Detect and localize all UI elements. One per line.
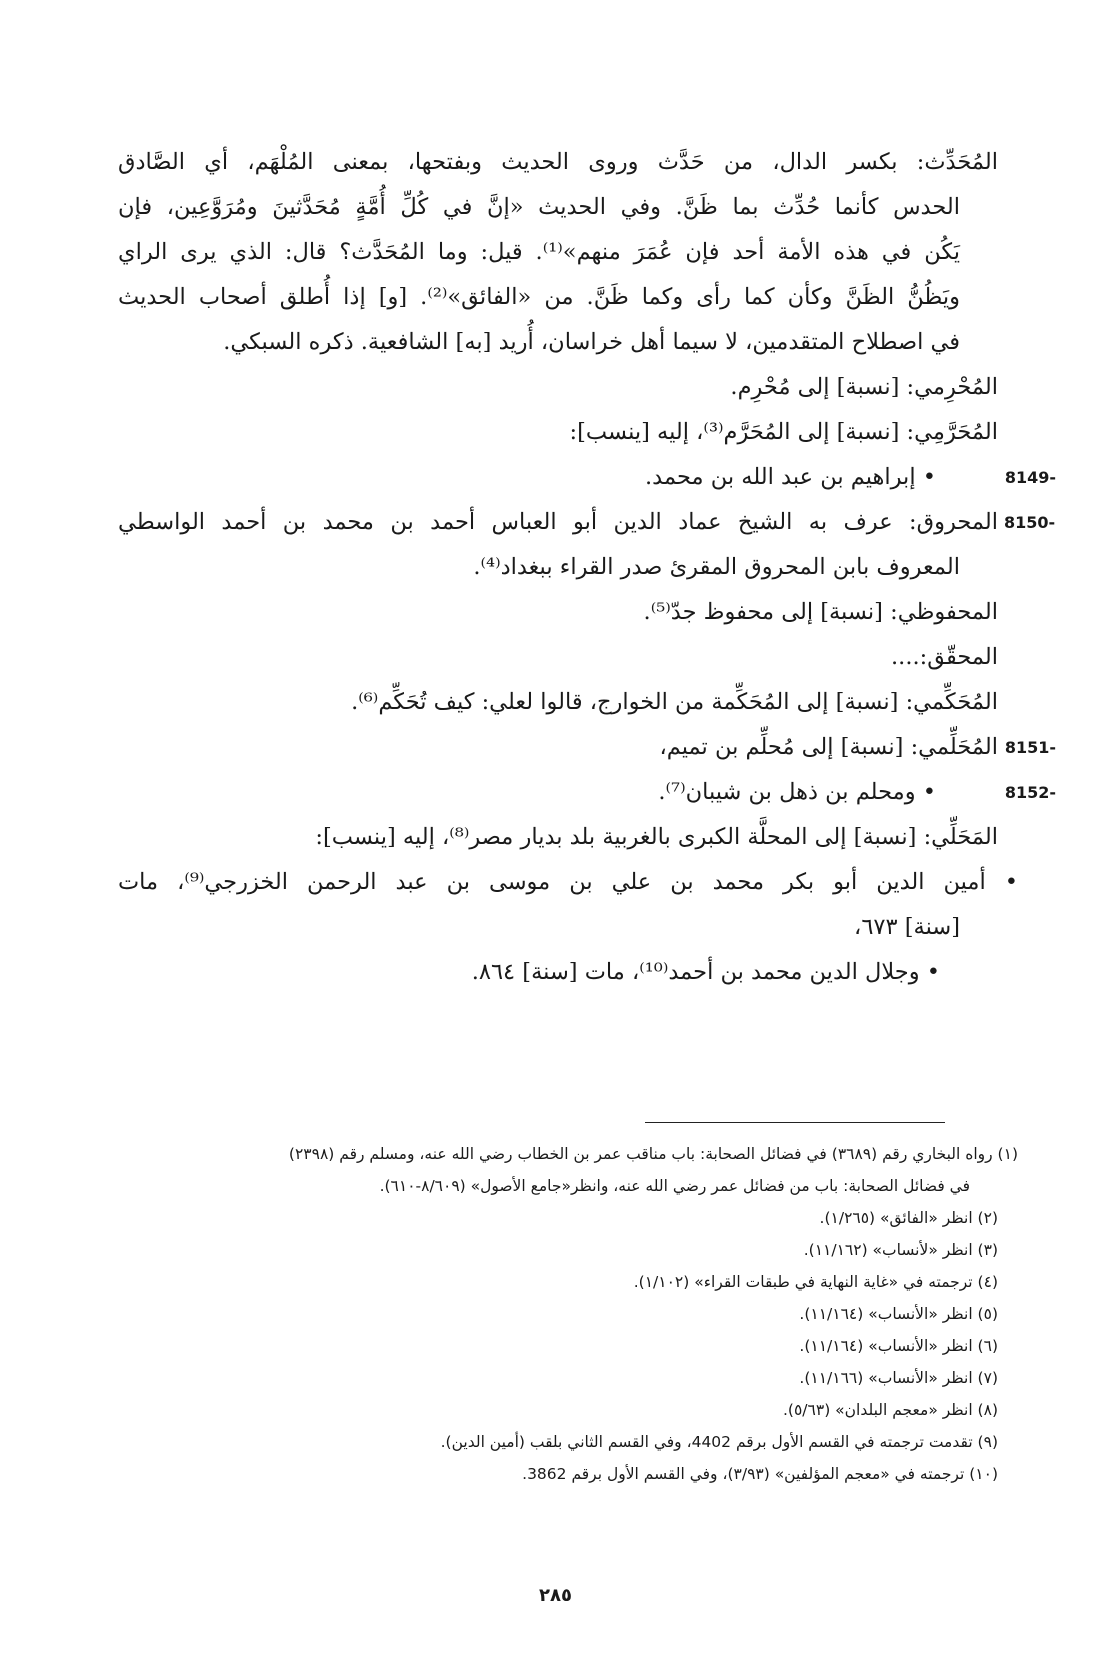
entry-heading: المحقّق:....	[891, 644, 998, 670]
entry-number: 8152-	[1004, 783, 1056, 802]
bullet-entry	[118, 770, 1056, 815]
bullet-entry: • وجلال الدين محمد بن أحمد⁽¹⁰⁾، مات [سنة] ٨٦٤.	[471, 959, 940, 985]
footnote: (١٠) ترجمته في «معجم المؤلفين» (٣/٩٣)، وفي القسم الأول برقم 3862.	[522, 1465, 998, 1483]
footnote: (٩) تقدمت ترجمته في القسم الأول برقم 4402، وفي القسم الثاني بلقب (أمين الدين).	[440, 1433, 998, 1451]
footnote: (٦) انظر «الأنساب» (١١/١٦٤).	[799, 1337, 998, 1355]
entry-text: المحروق: عرف به الشيخ عماد الدين أبو العباس أحمد بن محمد بن أحمد الواسطي	[118, 509, 998, 535]
footnote: (١) رواه البخاري رقم (٣٦٨٩) في فضائل الصحابة: باب مناقب عمر بن الخطاب رضي الله عنه، ومسلم رقم (٢٣٩٨)	[288, 1145, 1018, 1163]
bullet-text: • ومحلم بن ذهل بن شيبان⁽⁷⁾.	[658, 779, 936, 805]
entry-heading: المَحَلِّي: [نسبة] إلى المحلَّة الكبرى بالغربية بلد بديار مصر⁽⁸⁾، إليه [ينسب]:	[315, 824, 998, 850]
entry-heading	[118, 500, 1056, 545]
text-line: في اصطلاح المتقدمين، لا سيما أهل خراسان، أُريد [به] الشافعية. ذكره السبكي.	[223, 329, 960, 355]
page-number: ٢٨٥	[539, 1585, 572, 1606]
text-line: يَكُن في هذه الأمة أحد فإن عُمَرَ منهم»⁽¹⁾. قيل: وما المُحَدَّث؟ قال: الذي يرى الراي	[118, 239, 961, 265]
entry-number: 8149-	[1004, 468, 1056, 487]
entry-heading: المُحْرِمي: [نسبة] إلى مُحْرِم.	[730, 374, 998, 400]
footnote-divider	[645, 1122, 945, 1123]
bullet-entry	[118, 455, 1056, 500]
main-text	[118, 140, 1056, 995]
entry-number: 8150-	[1004, 513, 1056, 532]
footnotes	[118, 1138, 1018, 1490]
footnote: (٥) انظر «الأنساب» (١١/١٦٤).	[799, 1305, 998, 1323]
text-line: المعروف بابن المحروق المقرئ صدر القراء ببغداد⁽⁴⁾.	[473, 554, 960, 580]
bullet-text: • إبراهيم بن عبد الله بن محمد.	[645, 464, 936, 490]
bullet-entry: • أمين الدين أبو بكر محمد بن علي بن موسى بن عبد الرحمن الخزرجي⁽⁹⁾، مات	[118, 869, 1018, 895]
entry-heading	[118, 725, 1056, 770]
entry-heading: المُحَرَّمِي: [نسبة] إلى المُحَرَّم⁽³⁾، إليه [ينسب]:	[569, 419, 998, 445]
footnote: (٧) انظر «الأنساب» (١١/١٦٦).	[799, 1369, 998, 1387]
entry-heading: المُحَكِّمي: [نسبة] إلى المُحَكِّمة من الخوارج، قالوا لعلي: كيف تُحَكِّم⁽⁶⁾.	[351, 689, 998, 715]
footnote: في فضائل الصحابة: باب من فضائل عمر رضي الله عنه، وانظر«جامع الأصول» (٨/٦٠٩-٦١٠).	[379, 1177, 970, 1195]
text-line: الحدس كأنما حُدِّث بما ظَنَّ. وفي الحديث «إنَّ في كُلِّ أُمَّةٍ مُحَدَّثينَ ومُرَوَّعِين، فإن	[118, 194, 960, 220]
entry-heading: المحفوظي: [نسبة] إلى محفوظ جدّ⁽⁵⁾.	[643, 599, 998, 625]
text-line: ويَظُنُّ الظَنَّ وكأن كما رأى وكما ظَنَّ. من «الفائق»⁽²⁾. [و] إذا أُطلق أصحاب الحديث	[118, 284, 960, 310]
footnote: (٤) ترجمته في «غاية النهاية في طبقات القراء» (١/١٠٢).	[633, 1273, 998, 1291]
text-line: المُحَدِّث: بكسر الدال، من حَدَّث وروى الحديث وبفتحها، بمعنى المُلْهَم، أي الصَّادق	[118, 149, 998, 175]
entry-number: 8151-	[1004, 738, 1056, 757]
footnote: (٣) انظر «لأنساب» (١١/١٦٢).	[803, 1241, 998, 1259]
footnote: (٢) انظر «الفائق» (١/٢٦٥).	[819, 1209, 998, 1227]
footnote: (٨) انظر «معجم البلدان» (٥/٦٣).	[783, 1401, 998, 1419]
entry-text: المُحَلِّمي: [نسبة] إلى مُحلِّم بن تميم،	[659, 734, 998, 760]
text-line: [سنة] ٦٧٣،	[854, 914, 960, 940]
